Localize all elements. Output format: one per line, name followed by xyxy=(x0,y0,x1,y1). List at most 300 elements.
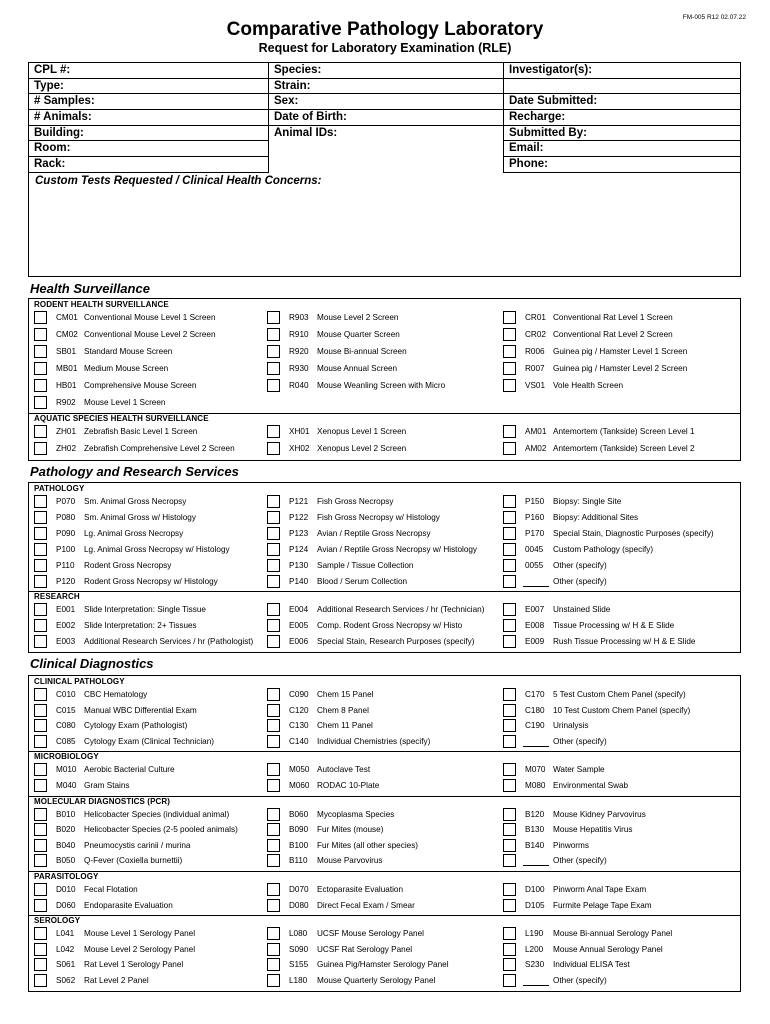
checkbox[interactable] xyxy=(267,575,280,588)
phone-field[interactable]: Phone: xyxy=(504,157,741,173)
test-label: Chem 15 Panel xyxy=(317,690,374,699)
test-label: Medium Mouse Screen xyxy=(84,363,169,373)
test-label: Water Sample xyxy=(553,765,605,775)
section-box-clinical-diagnostics xyxy=(28,675,741,992)
test-code: D100 xyxy=(525,885,545,894)
checkbox[interactable] xyxy=(267,635,280,648)
info-column-3 xyxy=(503,63,741,173)
test-code: D010 xyxy=(56,885,76,894)
test-label: Mouse Level 2 Screen xyxy=(317,313,399,322)
checkbox[interactable] xyxy=(267,839,280,852)
checkbox[interactable] xyxy=(503,328,516,341)
checkbox[interactable] xyxy=(503,619,516,632)
submitted-by-field[interactable]: Submitted By: xyxy=(504,126,741,142)
date-submitted-field[interactable]: Date Submitted: xyxy=(504,94,741,110)
test-code: 0045 xyxy=(525,544,544,554)
checkbox[interactable] xyxy=(503,603,516,616)
test-code: D060 xyxy=(56,900,76,910)
recharge-field[interactable]: Recharge: xyxy=(504,110,741,126)
checkbox[interactable] xyxy=(267,854,280,867)
test-label: Avian / Reptile Gross Necropsy xyxy=(317,528,431,538)
checkbox[interactable] xyxy=(503,704,516,717)
test-code: XH01 xyxy=(289,427,310,437)
test-label: CBC Hematology xyxy=(84,690,148,699)
room-field[interactable]: Room: xyxy=(29,141,268,157)
test-label: Helicobacter Species (2-5 pooled animals) xyxy=(84,825,238,835)
test-code: AM01 xyxy=(525,427,547,437)
test-code: E008 xyxy=(525,621,545,631)
test-code: AM02 xyxy=(525,444,547,454)
checkbox[interactable] xyxy=(34,328,47,341)
test-code: E007 xyxy=(525,605,545,615)
checkbox[interactable] xyxy=(267,704,280,717)
test-code: B120 xyxy=(525,809,545,819)
test-code: C190 xyxy=(525,721,545,731)
section-box-health-surveillance xyxy=(28,298,741,461)
test-label: Fecal Flotation xyxy=(84,885,138,894)
checkbox[interactable] xyxy=(267,823,280,836)
checkbox[interactable] xyxy=(34,839,47,852)
test-label: Biopsy: Single Site xyxy=(553,497,622,506)
test-code: E005 xyxy=(289,621,309,631)
test-code: P100 xyxy=(56,544,76,554)
checkbox[interactable] xyxy=(34,943,47,956)
test-code: R920 xyxy=(289,346,309,356)
checkbox[interactable] xyxy=(503,635,516,648)
checkbox[interactable] xyxy=(503,311,516,324)
test-label: Conventional Rat Level 2 Screen xyxy=(553,329,673,339)
test-label: Mouse Bi-annual Screen xyxy=(317,346,407,356)
checkbox[interactable] xyxy=(503,839,516,852)
test-code: 0055 xyxy=(525,560,544,570)
test-label: Manual WBC Differential Exam xyxy=(84,705,197,715)
test-code: B140 xyxy=(525,840,545,850)
test-label: Mouse Quarter Screen xyxy=(317,329,400,339)
form-number: FM-005 R12 02.07.22 xyxy=(682,14,746,21)
group-title-clinical-pathology: CLINICAL PATHOLOGY xyxy=(34,677,125,686)
test-code: C010 xyxy=(56,690,76,699)
checkbox[interactable] xyxy=(267,899,280,912)
group-title-parasitology: PARASITOLOGY xyxy=(34,872,99,881)
checkbox[interactable] xyxy=(267,559,280,572)
test-label: Direct Fecal Exam / Smear xyxy=(317,900,415,910)
group-divider xyxy=(29,915,740,916)
test-code: R930 xyxy=(289,363,309,373)
checkbox[interactable] xyxy=(34,635,47,648)
test-label: Individual Chemistries (specify) xyxy=(317,736,431,746)
checkbox[interactable] xyxy=(267,779,280,792)
test-code: R040 xyxy=(289,380,309,390)
test-label: Helicobacter Species (individual animal) xyxy=(84,809,230,819)
checkbox[interactable] xyxy=(503,763,516,776)
checkbox[interactable] xyxy=(267,958,280,971)
test-label: Mouse Annual Serology Panel xyxy=(553,944,663,954)
test-code: P090 xyxy=(56,528,76,538)
sex-field[interactable]: Sex: xyxy=(269,94,504,110)
test-code: CR01 xyxy=(525,313,546,322)
checkbox[interactable] xyxy=(267,688,280,701)
checkbox[interactable] xyxy=(34,735,47,748)
test-code: S155 xyxy=(289,960,309,970)
test-code: R007 xyxy=(525,363,545,373)
test-label: Fur Mites (all other species) xyxy=(317,840,419,850)
test-label: Rush Tissue Processing w/ H & E Slide xyxy=(553,637,696,647)
checkbox[interactable] xyxy=(503,527,516,540)
test-code: B100 xyxy=(289,840,309,850)
test-label: Mouse Level 2 Serology Panel xyxy=(84,944,196,954)
test-code: E009 xyxy=(525,637,545,647)
checkbox[interactable] xyxy=(34,779,47,792)
checkbox[interactable] xyxy=(34,575,47,588)
checkbox[interactable] xyxy=(503,345,516,358)
checkbox[interactable] xyxy=(34,974,47,987)
blank-code-line[interactable] xyxy=(523,586,549,587)
test-code: C090 xyxy=(289,690,309,699)
checkbox[interactable] xyxy=(267,442,280,455)
checkbox[interactable] xyxy=(34,603,47,616)
test-code: L180 xyxy=(289,976,308,985)
checkbox[interactable] xyxy=(34,958,47,971)
checkbox[interactable] xyxy=(267,719,280,732)
test-code: M060 xyxy=(289,781,310,790)
checkbox[interactable] xyxy=(34,345,47,358)
test-code: P123 xyxy=(289,528,309,538)
test-label: Sm. Animal Gross Necropsy xyxy=(84,497,187,506)
test-label: Mouse Level 1 Screen xyxy=(84,397,166,407)
test-label: Chem 11 Panel xyxy=(317,721,373,731)
test-code: VS01 xyxy=(525,380,546,390)
test-label: Other (specify) xyxy=(553,736,607,746)
checkbox[interactable] xyxy=(34,396,47,409)
test-code: E006 xyxy=(289,637,309,647)
test-code: L200 xyxy=(525,944,544,954)
blank-code-line[interactable] xyxy=(523,865,549,866)
test-label: Mouse Parvovirus xyxy=(317,856,383,866)
checkbox[interactable] xyxy=(267,543,280,556)
test-code: B010 xyxy=(56,809,76,819)
test-code: B020 xyxy=(56,825,76,835)
email-field[interactable]: Email: xyxy=(504,141,741,157)
investigators-field-line-2[interactable] xyxy=(504,79,741,95)
test-code: CM01 xyxy=(56,313,78,322)
test-label: Blood / Serum Collection xyxy=(317,576,408,586)
test-label: Mouse Level 1 Serology Panel xyxy=(84,929,196,939)
test-code: M080 xyxy=(525,781,546,790)
checkbox[interactable] xyxy=(34,379,47,392)
checkbox[interactable] xyxy=(34,854,47,867)
test-code: M010 xyxy=(56,765,77,775)
test-label: Rat Level 1 Serology Panel xyxy=(84,960,184,970)
test-code: B060 xyxy=(289,809,309,819)
test-code: L080 xyxy=(289,929,308,939)
checkbox[interactable] xyxy=(503,575,516,588)
checkbox[interactable] xyxy=(503,543,516,556)
test-code: P120 xyxy=(56,576,76,586)
test-label: Zebrafish Basic Level 1 Screen xyxy=(84,427,198,437)
checkbox[interactable] xyxy=(503,823,516,836)
checkbox[interactable] xyxy=(267,328,280,341)
checkbox[interactable] xyxy=(503,779,516,792)
group-title-serology: SEROLOGY xyxy=(34,916,81,926)
test-label: Unstained Slide xyxy=(553,605,611,615)
checkbox[interactable] xyxy=(34,927,47,940)
checkbox[interactable] xyxy=(34,883,47,896)
test-code: P121 xyxy=(289,497,309,506)
test-label: Other (specify) xyxy=(553,560,607,570)
group-title-microbiology: MICROBIOLOGY xyxy=(34,752,99,762)
test-code: E002 xyxy=(56,621,76,631)
test-label: Rodent Gross Necropsy xyxy=(84,560,172,570)
test-code: L042 xyxy=(56,944,75,954)
test-label: Xenopus Level 2 Screen xyxy=(317,444,407,454)
checkbox[interactable] xyxy=(503,362,516,375)
test-label: Autoclave Test xyxy=(317,765,371,775)
test-label: Endoparasite Evaluation xyxy=(84,900,173,910)
test-label: Vole Health Screen xyxy=(553,380,624,390)
checkbox[interactable] xyxy=(503,425,516,438)
checkbox[interactable] xyxy=(267,883,280,896)
blank-code-line[interactable] xyxy=(523,746,549,747)
test-label: Pinworms xyxy=(553,840,589,850)
checkbox[interactable] xyxy=(267,311,280,324)
test-code: E001 xyxy=(56,605,76,615)
group-title-research: RESEARCH xyxy=(34,592,80,602)
test-code: L190 xyxy=(525,929,544,939)
group-title-aquatic-species-health-surveillance: AQUATIC SPECIES HEALTH SURVEILLANCE xyxy=(34,414,209,424)
test-code: R902 xyxy=(56,397,76,407)
checkbox[interactable] xyxy=(503,854,516,867)
test-label: Environmental Swab xyxy=(553,781,629,790)
date-of-birth-field[interactable]: Date of Birth: xyxy=(269,110,504,126)
test-code: S230 xyxy=(525,960,545,970)
test-label: Pneumocystis carinii / murina xyxy=(84,840,191,850)
checkbox[interactable] xyxy=(503,883,516,896)
test-code: P124 xyxy=(289,544,309,554)
test-label: Urinalysis xyxy=(553,721,589,731)
test-label: Individual ELISA Test xyxy=(553,960,630,970)
checkbox[interactable] xyxy=(503,808,516,821)
checkbox[interactable] xyxy=(503,442,516,455)
group-divider xyxy=(29,591,740,592)
checkbox[interactable] xyxy=(34,899,47,912)
test-label: UCSF Mouse Serology Panel xyxy=(317,929,424,939)
test-code: C130 xyxy=(289,721,309,731)
test-code: P122 xyxy=(289,512,309,522)
test-code: ZH01 xyxy=(56,427,77,437)
test-code: D080 xyxy=(289,900,309,910)
checkbox[interactable] xyxy=(34,559,47,572)
test-code: HB01 xyxy=(56,380,77,390)
checkbox[interactable] xyxy=(34,495,47,508)
test-label: Cytology Exam (Clinical Technician) xyxy=(84,736,214,746)
test-code: P110 xyxy=(56,560,75,570)
test-code: R910 xyxy=(289,329,309,339)
checkbox[interactable] xyxy=(267,603,280,616)
section-title-pathology-and-research-services: Pathology and Research Services xyxy=(30,464,239,479)
strain-field[interactable]: Strain: xyxy=(269,79,504,95)
test-label: Fur Mites (mouse) xyxy=(317,825,384,835)
animals-field[interactable]: # Animals: xyxy=(29,110,268,126)
test-label: Sm. Animal Gross w/ Histology xyxy=(84,512,196,522)
checkbox[interactable] xyxy=(267,345,280,358)
test-code: C080 xyxy=(56,721,76,731)
checkbox[interactable] xyxy=(267,763,280,776)
test-label: Lg. Animal Gross Necropsy xyxy=(84,528,184,538)
checkbox[interactable] xyxy=(267,511,280,524)
type-field[interactable]: Type: xyxy=(29,79,268,95)
test-label: Conventional Mouse Level 2 Screen xyxy=(84,329,216,339)
checkbox[interactable] xyxy=(267,974,280,987)
test-label: Chem 8 Panel xyxy=(317,705,369,715)
checkbox[interactable] xyxy=(267,425,280,438)
rack-field[interactable]: Rack: xyxy=(29,157,268,173)
checkbox[interactable] xyxy=(34,362,47,375)
checkbox[interactable] xyxy=(267,379,280,392)
test-code: B090 xyxy=(289,825,309,835)
checkbox[interactable] xyxy=(34,619,47,632)
info-column-2 xyxy=(268,63,504,173)
test-label: Mouse Quarterly Serology Panel xyxy=(317,976,436,985)
checkbox[interactable] xyxy=(34,808,47,821)
checkbox[interactable] xyxy=(267,927,280,940)
test-code: P150 xyxy=(525,497,545,506)
checkbox[interactable] xyxy=(267,362,280,375)
test-code: B130 xyxy=(525,825,545,835)
test-label: Fish Gross Necropsy xyxy=(317,497,394,506)
test-label: Aerobic Bacterial Culture xyxy=(84,765,175,775)
test-code: S090 xyxy=(289,944,309,954)
checkbox[interactable] xyxy=(267,527,280,540)
group-title-molecular-diagnostics-pcr: MOLECULAR DIAGNOSTICS (PCR) xyxy=(34,796,171,806)
checkbox[interactable] xyxy=(503,943,516,956)
test-label: 5 Test Custom Chem Panel (specify) xyxy=(553,690,686,699)
checkbox[interactable] xyxy=(34,311,47,324)
checkbox[interactable] xyxy=(34,823,47,836)
test-label: Custom Pathology (specify) xyxy=(553,544,654,554)
test-code: C120 xyxy=(289,705,309,715)
test-code: C180 xyxy=(525,705,545,715)
test-label: Rodent Gross Necropsy w/ Histology xyxy=(84,576,218,586)
section-title-health-surveillance: Health Surveillance xyxy=(30,281,150,296)
checkbox[interactable] xyxy=(34,425,47,438)
test-label: Antemortem (Tankside) Screen Level 2 xyxy=(553,444,695,454)
checkbox[interactable] xyxy=(267,495,280,508)
checkbox[interactable] xyxy=(34,704,47,717)
test-label: Mouse Bi-annual Serology Panel xyxy=(553,929,673,939)
test-code: B050 xyxy=(56,856,76,866)
test-label: Other (specify) xyxy=(553,576,607,586)
test-label: Special Stain, Diagnostic Purposes (specify) xyxy=(553,528,714,538)
page-title: Comparative Pathology Laboratory xyxy=(226,19,544,40)
checkbox[interactable] xyxy=(34,763,47,776)
test-label: Q-Fever (Coxiella burnettii) xyxy=(84,856,183,866)
test-code: C085 xyxy=(56,736,76,746)
checkbox[interactable] xyxy=(503,379,516,392)
test-label: Zebrafish Comprehensive Level 2 Screen xyxy=(84,444,235,454)
cpl-number-field[interactable]: CPL #: xyxy=(29,63,268,79)
checkbox[interactable] xyxy=(503,735,516,748)
checkbox[interactable] xyxy=(503,511,516,524)
samples-field[interactable]: # Samples: xyxy=(29,94,268,110)
checkbox[interactable] xyxy=(267,943,280,956)
checkbox[interactable] xyxy=(34,688,47,701)
test-code: B110 xyxy=(289,856,308,866)
group-title-rodent-health-surveillance: RODENT HEALTH SURVEILLANCE xyxy=(34,300,169,309)
checkbox[interactable] xyxy=(503,719,516,732)
group-title-pathology: PATHOLOGY xyxy=(34,484,85,493)
animal-ids-field[interactable]: Animal IDs: xyxy=(274,126,338,139)
checkbox[interactable] xyxy=(503,559,516,572)
checkbox[interactable] xyxy=(34,543,47,556)
test-label: Antemortem (Tankside) Screen Level 1 xyxy=(553,427,695,437)
test-code: M040 xyxy=(56,781,77,790)
test-code: MB01 xyxy=(56,363,78,373)
test-label: Mouse Weanling Screen with Micro xyxy=(317,380,446,390)
test-label: Conventional Rat Level 1 Screen xyxy=(553,313,673,322)
test-label: Standard Mouse Screen xyxy=(84,346,173,356)
checkbox[interactable] xyxy=(503,958,516,971)
test-code: C140 xyxy=(289,736,309,746)
page-subtitle: Request for Laboratory Examination (RLE) xyxy=(258,41,512,55)
test-code: CR02 xyxy=(525,329,546,339)
group-divider xyxy=(29,751,740,752)
test-code: D070 xyxy=(289,885,309,894)
test-label: Additional Research Services / hr (Technician) xyxy=(317,605,485,615)
test-label: Cytology Exam (Pathologist) xyxy=(84,721,188,731)
test-code: C015 xyxy=(56,705,76,715)
section-box-pathology-and-research-services xyxy=(28,482,741,653)
test-code: ZH02 xyxy=(56,444,77,454)
test-code: P160 xyxy=(525,512,545,522)
checkbox[interactable] xyxy=(503,495,516,508)
checkbox[interactable] xyxy=(34,442,47,455)
custom-tests-label: Custom Tests Requested / Clinical Health Concerns: xyxy=(35,175,322,187)
test-code: S062 xyxy=(56,976,76,985)
test-label: Guinea pig / Hamster Level 1 Screen xyxy=(553,346,688,356)
checkbox[interactable] xyxy=(503,974,516,987)
group-divider xyxy=(29,871,740,872)
checkbox[interactable] xyxy=(267,619,280,632)
test-label: Gram Stains xyxy=(84,781,130,790)
test-label: Other (specify) xyxy=(553,856,607,866)
blank-code-line[interactable] xyxy=(523,985,549,986)
test-label: Conventional Mouse Level 1 Screen xyxy=(84,313,216,322)
checkbox[interactable] xyxy=(503,688,516,701)
investigators-field[interactable]: Investigator(s): xyxy=(504,63,741,79)
test-code: L041 xyxy=(56,929,75,939)
checkbox[interactable] xyxy=(503,927,516,940)
checkbox[interactable] xyxy=(267,735,280,748)
checkbox[interactable] xyxy=(34,527,47,540)
test-label: 10 Test Custom Chem Panel (specify) xyxy=(553,705,691,715)
building-field[interactable]: Building: xyxy=(29,126,268,142)
checkbox[interactable] xyxy=(34,511,47,524)
test-label: Avian / Reptile Gross Necropsy w/ Histology xyxy=(317,544,478,554)
checkbox[interactable] xyxy=(503,899,516,912)
test-code: P070 xyxy=(56,497,76,506)
checkbox[interactable] xyxy=(267,808,280,821)
checkbox[interactable] xyxy=(34,719,47,732)
test-code: R903 xyxy=(289,313,309,322)
test-code: SB01 xyxy=(56,346,77,356)
test-label: Tissue Processing w/ H & E Slide xyxy=(553,621,675,631)
test-label: Mouse Annual Screen xyxy=(317,363,398,373)
species-field[interactable]: Species: xyxy=(269,63,504,79)
test-label: Comp. Rodent Gross Necropsy w/ Histo xyxy=(317,621,463,631)
test-code: P080 xyxy=(56,512,76,522)
test-code: M070 xyxy=(525,765,546,775)
submission-info-box xyxy=(28,62,741,277)
